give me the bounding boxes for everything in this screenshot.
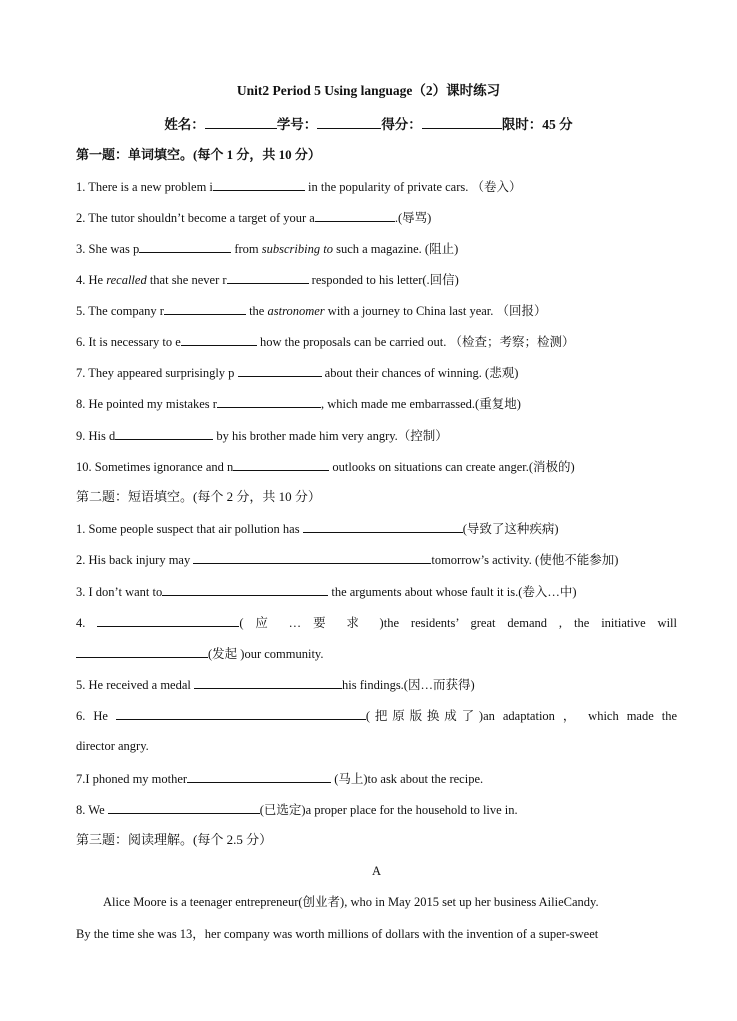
id-blank[interactable] [317,115,381,129]
section1-heading: 第一题：单词填空。(每个 1 分，共 10 分） [76,147,321,162]
answer-blank[interactable] [193,550,431,564]
answer-blank[interactable] [116,706,366,720]
answer-blank[interactable] [181,332,257,346]
name-blank[interactable] [205,115,277,129]
question-1-8: 8. He pointed my mistakes r , which made me embarrassed.(重复地) [76,394,677,413]
score-blank[interactable] [422,115,502,129]
question-1-3: 3. She was p from subscribing to such a magazine. (阻止) [76,239,677,258]
page-title: Unit2 Period 5 Using language（2）课时练习 [236,83,501,98]
answer-blank[interactable] [187,769,331,783]
question-2-6: 6. He (把原版换成了)an adaptation ， which made the [76,706,677,725]
passage-line-1: Alice Moore is a teenager entrepreneur(创业者), who in May 2015 set up her business AilieCandy. [103,895,599,909]
answer-blank[interactable] [227,270,309,284]
answer-blank[interactable] [213,177,305,191]
question-1-1: 1. There is a new problem i in the popularity of private cars. （卷入） [76,177,677,196]
section2-heading: 第二题：短语填空。(每个 2 分，共 10 分） [76,489,321,504]
name-label: 姓名： [164,117,205,132]
passage-line-2: By the time she was 13，her company was worth millions of dollars with the invention of a super-sweet [76,927,599,941]
question-2-4-cont: (发起 )our community. [76,644,677,663]
question-2-3: 3. I don’t want to the arguments about whose fault it is.(卷入…中) [76,582,677,601]
answer-blank[interactable] [315,208,395,222]
answer-blank[interactable] [115,426,213,440]
passage-label: A [371,864,382,878]
question-2-5: 5. He received a medal his findings.(因…而获得) [76,675,677,694]
answer-blank[interactable] [194,675,342,689]
time-limit: 限时：45 分 [501,117,573,132]
student-info-line [60,115,677,134]
question-1-10: 10. Sometimes ignorance and n outlooks on situations can create anger.(消极的) [76,457,677,476]
question-2-1: 1. Some people suspect that air pollution has (导致了这种疾病) [76,519,677,538]
answer-blank[interactable] [238,363,322,377]
answer-blank[interactable] [97,613,239,627]
question-1-9: 9. His d by his brother made him very angry.（控制） [76,426,677,445]
question-2-7: 7.I phoned my mother (马上)to ask about the recipe. [76,769,677,788]
question-1-7: 7. They appeared surprisingly p about their chances of winning. (悲观) [76,363,677,382]
answer-blank[interactable] [233,457,329,471]
question-1-2: 2. The tutor shouldn’t become a target of your a .(辱骂) [76,208,677,227]
question-2-6-cont: director angry. [76,739,149,753]
score-label: 得分： [381,117,422,132]
id-label: 学号： [276,117,318,132]
question-2-2: 2. His back injury may tomorrow’s activity. (使他不能参加) [76,550,677,569]
answer-blank[interactable] [76,644,208,658]
question-1-5: 5. The company r the astronomer with a journey to China last year. （回报） [76,301,677,320]
section3-heading: 第三题：阅读理解。(每个 2.5 分） [76,832,273,847]
answer-blank[interactable] [303,519,463,533]
question-1-4: 4. He recalled that she never r responded to his letter(.回信) [76,270,677,289]
answer-blank[interactable] [162,582,328,596]
question-1-6: 6. It is necessary to e how the proposals can be carried out. （检查；考察；检测） [76,332,677,351]
question-2-4: 4. ( 应 … 要 求 )the residents’ great demand , the initiative will [76,613,677,632]
answer-blank[interactable] [217,394,321,408]
answer-blank[interactable] [164,301,246,315]
answer-blank[interactable] [108,800,260,814]
answer-blank[interactable] [139,239,231,253]
question-2-8: 8. We (已选定)a proper place for the household to live in. [76,800,677,819]
